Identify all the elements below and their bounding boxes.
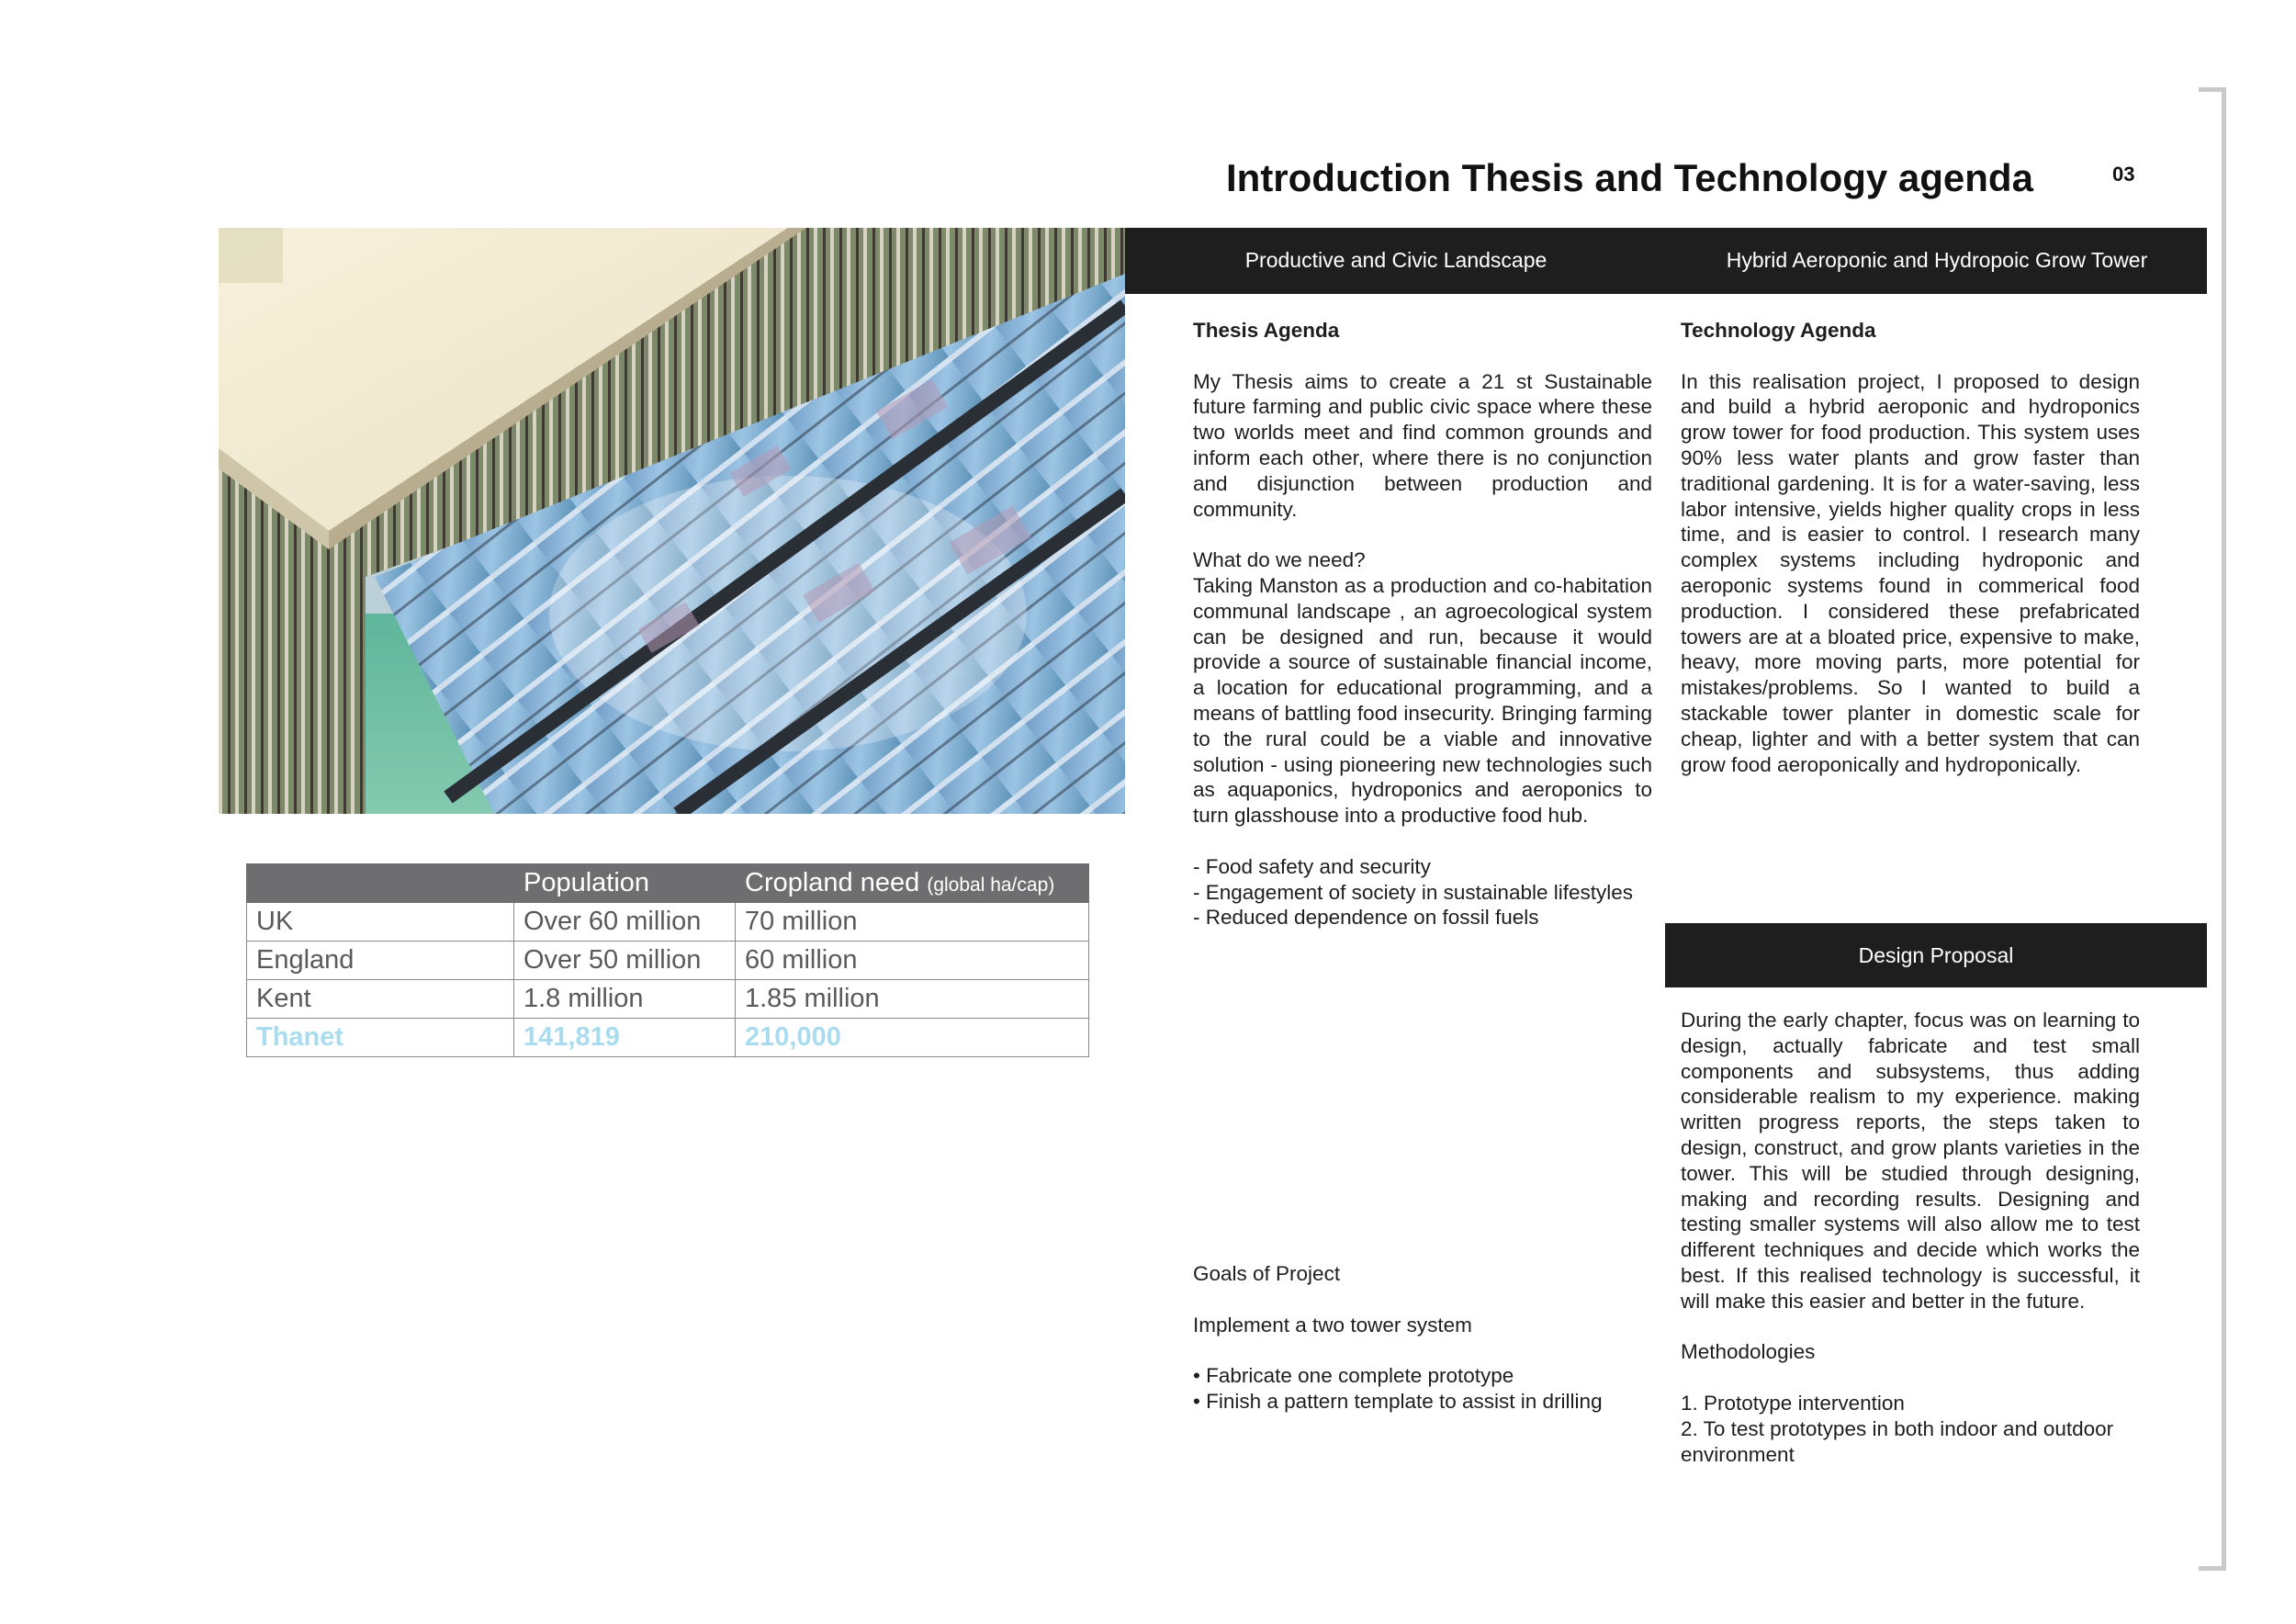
section-header-bar (1125, 228, 2207, 294)
table-cell: 141,819 (514, 1019, 736, 1057)
table-cell: 60 million (736, 942, 1089, 980)
goal-item: • Finish a pattern template to assist in drilling (1193, 1389, 1603, 1413)
thesis-heading: Thesis Agenda (1193, 319, 1340, 342)
thesis-column (1193, 318, 1652, 930)
method-item: 2. To test prototypes in both indoor and outdoor environment (1681, 1416, 2114, 1466)
technology-heading: Technology Agenda (1681, 319, 1876, 342)
population-table (246, 863, 1089, 1057)
cropland-unit: (global ha/cap) (927, 874, 1055, 896)
table-header-cropland (736, 864, 1089, 903)
technology-column (1681, 318, 2140, 803)
bullet-item: - Reduced dependence on fossil fuels (1193, 906, 1539, 930)
design-proposal-bar (1665, 923, 2207, 987)
table-cell: 70 million (736, 903, 1089, 942)
goals-section (1193, 1261, 1661, 1415)
table-cell: Kent (247, 980, 514, 1019)
bullet-item: - Food safety and security (1193, 854, 1431, 878)
goals-heading: Goals of Project (1193, 1262, 1341, 1285)
table-cell: 210,000 (736, 1019, 1089, 1057)
table-header-row (247, 864, 1089, 903)
methods-heading: Methodologies (1681, 1340, 1816, 1364)
table-cell: Over 50 million (514, 942, 736, 980)
table-cell: 1.8 million (514, 980, 736, 1019)
page-number: 03 (2112, 163, 2135, 186)
table-cell: Over 60 million (514, 903, 736, 942)
table-header-population: Population (514, 864, 736, 903)
method-item: 1. Prototype intervention (1681, 1391, 1905, 1415)
table-row (247, 980, 1089, 1019)
design-text: During the early chapter, focus was on learning to design, actually fabricate and test small components and subsystems, thus adding considerable realism to my experience. making written progress reports, the steps taken to design, construct, and grow plants varieties in the tower. This will be studied through designing, making and recording results. Designing and testing smaller systems will also allow me to test different techniques and decide which works the best. If this realised technology is successful, it will make this easier and better in the future. (1681, 1009, 2140, 1313)
need-text: Taking Manston as a production and co-habitation communal landscape , an agroecological system can be designed and run, because it would provide a source of sustainable financial income, a location for educational programming, and a means of battling food insecurity. Bringing farming to the rural could be a viable and innovative solution - using pioneering new technologies such as aquaponics, hydroponics and aeroponics to turn glasshouse into a productive food hub. (1193, 573, 1652, 828)
cropland-label: Cropland need (745, 868, 920, 897)
need-heading: What do we need? (1193, 548, 1366, 572)
technology-text: In this realisation project, I proposed to design and build a hybrid aeroponic and hydroponics grow tower for food production. This system uses 90% less water plants and grow faster than traditional gardening. It is for a water-saving, less labor intensive, yields higher quality crops in less time, and is easier to control. I research many complex systems including hydroponic and aeroponic systems found in commerical food production. I considered these prefabricated towers are at a bloated price, expensive to make, heavy, more moving parts, more potential for mistakes/problems. So I wanted to build a stackable tower planter in domestic scale for cheap, lighter and with a better system that can grow food aeroponically and hydroponically. (1681, 369, 2140, 776)
page-bracket (2199, 87, 2226, 1571)
design-bar-label: Design Proposal (1858, 942, 2014, 967)
goal-item: • Fabricate one complete prototype (1193, 1364, 1514, 1388)
bar-label-right: Hybrid Aeroponic and Hydropoic Grow Tower (1726, 248, 2148, 272)
bar-label-left: Productive and Civic Landscape (1244, 248, 1548, 272)
thesis-intro: My Thesis aims to create a 21 st Sustainable future farming and public civic space where these two worlds meet and find common grounds and inform each other, where there is no conjunction and disjunction between production and community. (1193, 369, 1652, 521)
table-row-highlight (247, 1019, 1089, 1057)
page-title: Introduction Thesis and Technology agenda (1226, 156, 2033, 199)
table-cell: 1.85 million (736, 980, 1089, 1019)
design-column (1681, 1008, 2140, 1467)
table-cell: England (247, 942, 514, 980)
table-header-empty (247, 864, 514, 903)
goals-line: Implement a two tower system (1193, 1313, 1472, 1336)
greenhouse-illustration (219, 228, 1125, 814)
table-cell: UK (247, 903, 514, 942)
table-row (247, 903, 1089, 942)
table-row (247, 942, 1089, 980)
bullet-item: - Engagement of society in sustainable lifestyles (1193, 880, 1634, 904)
table-cell: Thanet (247, 1019, 514, 1057)
